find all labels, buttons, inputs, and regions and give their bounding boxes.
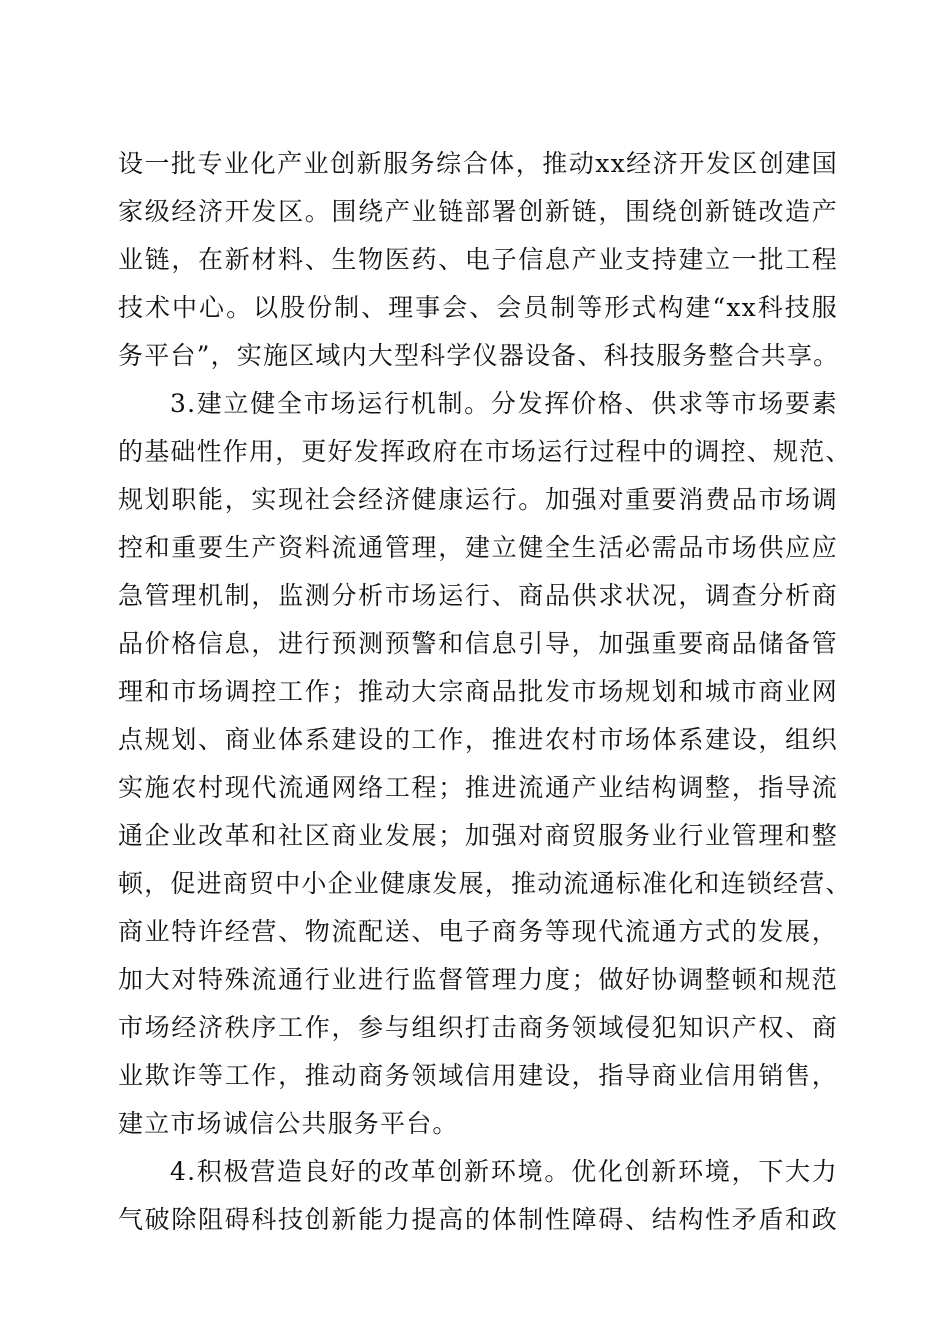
text-line: 气破除阻碍科技创新能力提高的体制性障碍、结构性矛盾和政 [118, 1205, 838, 1234]
section-4-heading-line: 4.积极营造良好的改革创新环境。优化创新环境，下大力 [170, 1157, 838, 1186]
text-line: 品价格信息，进行预测预警和信息引导，加强重要商品储备管 [118, 629, 838, 658]
text-line: 商业特许经营、物流配送、电子商务等现代流通方式的发展， [118, 917, 838, 946]
section-3-heading-line: 3.建立健全市场运行机制。分发挥价格、供求等市场要素 [170, 389, 838, 418]
text-line: 加大对特殊流通行业进行监督管理力度；做好协调整顿和规范 [118, 965, 838, 994]
text-line: 的基础性作用，更好发挥政府在市场运行过程中的调控、规范、 [118, 437, 852, 466]
text-line: 技术中心。以股份制、理事会、会员制等形式构建“xx科技服 [118, 293, 838, 322]
text-line: 控和重要生产资料流通管理，建立健全生活必需品市场供应应 [118, 533, 838, 562]
text-line: 设一批专业化产业创新服务综合体，推动xx经济开发区创建国 [118, 149, 838, 178]
text-line: 务平台”，实施区域内大型科学仪器设备、科技服务整合共享。 [118, 341, 840, 370]
text-line: 理和市场调控工作；推动大宗商品批发市场规划和城市商业网 [118, 677, 838, 706]
text-line: 市场经济秩序工作，参与组织打击商务领域侵犯知识产权、商 [118, 1013, 838, 1042]
text-line: 家级经济开发区。围绕产业链部署创新链，围绕创新链改造产 [118, 197, 838, 226]
text-line: 实施农村现代流通网络工程；推进流通产业结构调整，指导流 [118, 773, 838, 802]
text-line: 建立市场诚信公共服务平台。 [118, 1109, 459, 1138]
text-line: 业链，在新材料、生物医药、电子信息产业支持建立一批工程 [118, 245, 838, 274]
text-line: 通企业改革和社区商业发展；加强对商贸服务业行业管理和整 [118, 821, 838, 850]
text-line: 顿，促进商贸中小企业健康发展，推动流通标准化和连锁经营、 [118, 869, 852, 898]
text-line: 业欺诈等工作，推动商务领域信用建设，指导商业信用销售， [118, 1061, 838, 1090]
text-line: 点规划、商业体系建设的工作，推进农村市场体系建设，组织 [118, 725, 838, 754]
text-line: 急管理机制，监测分析市场运行、商品供求状况，调查分析商 [118, 581, 838, 610]
body-text [118, 140, 852, 1244]
text-line: 规划职能，实现社会经济健康运行。加强对重要消费品市场调 [118, 485, 838, 514]
